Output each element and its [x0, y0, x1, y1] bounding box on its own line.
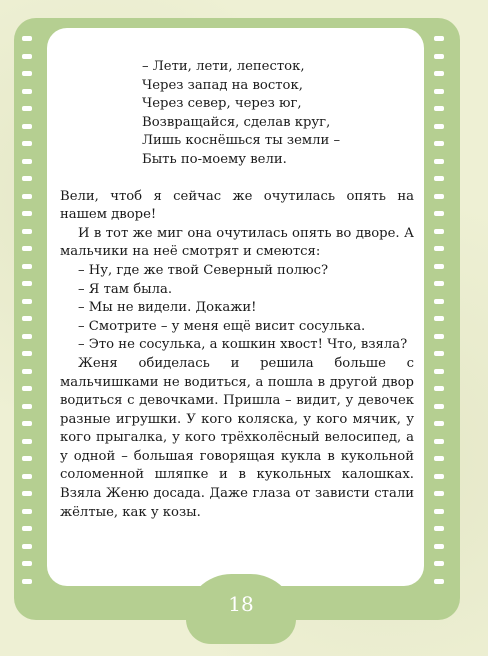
poem-line: Быть по-моему вели.: [142, 151, 287, 167]
perforation-hole: [434, 229, 444, 234]
perforation-hole: [434, 176, 444, 181]
dialogue-line: – Это не сосулька, а кошкин хвост! Что, взяла?: [78, 337, 408, 353]
perforation-hole: [434, 211, 444, 216]
perforation-hole: [22, 176, 32, 181]
perforation-hole: [22, 456, 32, 461]
perforation-hole: [22, 264, 32, 269]
left-perforation: [22, 36, 32, 596]
perforation-hole: [434, 159, 444, 164]
perforation-hole: [434, 264, 444, 269]
perforation-hole: [22, 491, 32, 496]
perforation-hole: [22, 404, 32, 409]
perforation-hole: [434, 421, 444, 426]
perforation-hole: [22, 106, 32, 111]
perforation-hole: [434, 106, 444, 111]
perforation-hole: [434, 194, 444, 199]
perforation-hole: [22, 124, 32, 129]
perforation-hole: [22, 141, 32, 146]
perforation-hole: [22, 386, 32, 391]
perforation-hole: [434, 334, 444, 339]
perforation-hole: [434, 579, 444, 584]
perforation-hole: [22, 439, 32, 444]
dialogue-line: – Я там была.: [78, 281, 173, 297]
perforation-hole: [22, 474, 32, 479]
page-number: 18: [228, 592, 254, 616]
perforation-hole: [434, 351, 444, 356]
perforation-hole: [434, 404, 444, 409]
perforation-hole: [434, 299, 444, 304]
perforation-hole: [22, 561, 32, 566]
perforation-hole: [434, 439, 444, 444]
dialogue-line: – Ну, где же твой Северный полюс?: [78, 262, 329, 278]
perforation-hole: [22, 281, 32, 286]
perforation-hole: [434, 281, 444, 286]
perforation-hole: [434, 509, 444, 514]
dialogue-line: – Мы не видели. Докажи!: [78, 300, 257, 316]
perforation-hole: [22, 71, 32, 76]
perforation-hole: [22, 421, 32, 426]
perforation-hole: [22, 369, 32, 374]
poem-line: Через север, через юг,: [142, 96, 302, 112]
perforation-hole: [434, 561, 444, 566]
perforation-hole: [22, 509, 32, 514]
perforation-hole: [22, 246, 32, 251]
perforation-hole: [434, 316, 444, 321]
perforation-hole: [434, 369, 444, 374]
perforation-hole: [434, 89, 444, 94]
perforation-hole: [434, 71, 444, 76]
perforation-hole: [434, 474, 444, 479]
perforation-hole: [22, 334, 32, 339]
perforation-hole: [22, 526, 32, 531]
perforation-hole: [22, 36, 32, 41]
dialogue-line: – Смотрите – у меня ещё висит сосулька.: [78, 318, 366, 334]
poem-line: Через запад на восток,: [142, 77, 303, 93]
perforation-hole: [434, 456, 444, 461]
perforation-hole: [434, 124, 444, 129]
perforation-hole: [22, 229, 32, 234]
perforation-hole: [22, 579, 32, 584]
poem-line: Возвращайся, сделав круг,: [142, 114, 331, 130]
perforation-hole: [434, 526, 444, 531]
perforation-hole: [22, 544, 32, 549]
perforation-hole: [434, 491, 444, 496]
perforation-hole: [434, 36, 444, 41]
paragraph: И в тот же миг она очутилась опять во дворе. А мальчики на неё смотрят и смеются:: [60, 225, 414, 260]
paragraph: Женя обиделась и решила больше с мальчишками не водиться, а пошла в другой двор водиться с девочками. Пришла – видит, у девочек разные игрушки. У кого коляска, у кого мячик, у кого прыгалка, у кого трёхколёсный велосипед, а у одной – большая говорящая кукла в кукольной соломенной шляпке и в кукольных калошках. Взяла Женю досада. Даже глаза от зависти стали жёлтые, как у козы.: [60, 355, 414, 520]
paragraph: Вели, чтоб я сейчас же очутилась опять на нашем дворе!: [60, 188, 414, 223]
perforation-hole: [22, 299, 32, 304]
perforation-hole: [434, 141, 444, 146]
perforation-hole: [22, 194, 32, 199]
perforation-hole: [22, 211, 32, 216]
perforation-hole: [22, 89, 32, 94]
poem-line: Лишь коснёшься ты земли –: [142, 133, 341, 149]
perforation-hole: [22, 159, 32, 164]
perforation-hole: [434, 386, 444, 391]
page-content: [60, 58, 414, 522]
perforation-hole: [22, 351, 32, 356]
perforation-hole: [434, 54, 444, 59]
right-perforation: [434, 36, 444, 596]
poem: [142, 58, 414, 170]
perforation-hole: [22, 316, 32, 321]
perforation-hole: [22, 54, 32, 59]
perforation-hole: [434, 246, 444, 251]
poem-line: – Лети, лети, лепесток,: [142, 59, 305, 74]
perforation-hole: [434, 544, 444, 549]
